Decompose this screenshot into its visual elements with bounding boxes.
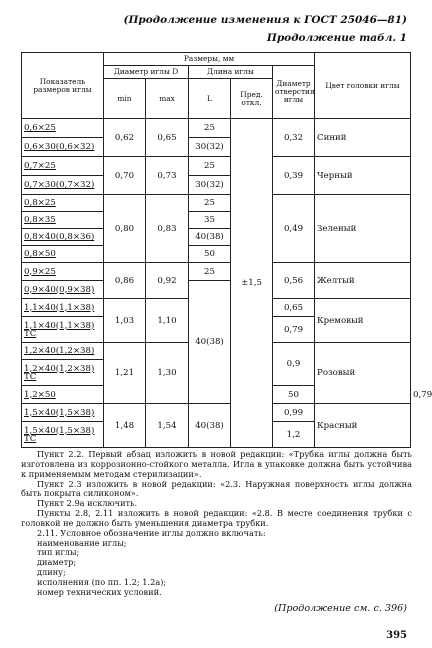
paragraph-2-3: Пункт 2.3 изложить в новой редакции: «2.3. Наружная поверхность иглы должна быть покрыта силиконом». (21, 478, 412, 499)
amendment-text (21, 450, 412, 598)
param-cell: 1,1×40(1,1×38) (22, 299, 104, 317)
color-cell: Розовый (315, 343, 411, 404)
param-cell: 0,7×30(0,7×32) (22, 176, 104, 195)
param-text: 1,5×40(1,5×38) (24, 425, 95, 436)
param-cell: 0,8×40(0,8×36) (22, 229, 104, 246)
max-cell: 0,92 (146, 263, 189, 299)
list-item: исполнения (по пп. 1.2; 1.2а); (37, 576, 167, 587)
param-cell (22, 422, 104, 448)
param-cell: 1,5×40(1,5×38) (22, 404, 104, 422)
min-cell: 0,86 (104, 263, 146, 299)
hole-cell: 0,49 (273, 195, 315, 263)
header-length: Длина иглы (189, 66, 273, 79)
param-cell: 0,6×30(0,6×32) (22, 138, 104, 157)
min-cell: 1,03 (104, 299, 146, 343)
deviation-cell: ±1,5 (231, 119, 273, 448)
continuation-footer: (Продолжение см. с. 396) (274, 603, 407, 614)
paragraph-2-2: Пункт 2.2. Первый абзац изложить в новой редакции: «Трубка иглы должна быть изготовлена из коррозионно-стойкого металла. Игла в упаковке должна быть устойчива к применяемым методам стерилизации». (21, 449, 412, 479)
page-number: 395 (386, 630, 407, 641)
header-diameter: Диаметр иглы D (104, 66, 189, 79)
max-cell: 0,83 (146, 195, 189, 263)
list-item: тип иглы; (37, 547, 80, 558)
param-cell: 1,2×50 (22, 386, 104, 404)
param-text: 1,1×40(1,1×38) (24, 320, 95, 331)
color-cell: Синий (315, 119, 411, 157)
length-cell: 25 (189, 195, 231, 212)
color-cell: Черный (315, 157, 411, 195)
color-cell: Желтый (315, 263, 411, 299)
length-cell: 30(32) (189, 176, 231, 195)
min-cell: 0,62 (104, 119, 146, 157)
paragraph-2-9a: Пункт 2.9а исключить. (37, 498, 138, 509)
hole-cell: 0,9 (273, 343, 315, 386)
param-tc-mark: ТС (24, 433, 37, 444)
hole-cell: 0,39 (273, 157, 315, 195)
length-cell: 25 (189, 263, 231, 281)
header-max: max (146, 79, 189, 119)
param-cell: 0,8×50 (22, 246, 104, 263)
length-cell: 40(38) (189, 229, 231, 246)
color-cell: Зеленый (315, 195, 411, 263)
list-item: номер технических условий. (37, 586, 162, 597)
color-cell: Красный (315, 404, 411, 448)
param-cell: 1,2×40(1,2×38) (22, 343, 104, 360)
param-cell (22, 317, 104, 343)
length-cell: 40(38) (189, 281, 231, 404)
hole-cell: 0,32 (273, 119, 315, 157)
table-continuation-title: Продолжение табл. 1 (266, 32, 407, 44)
param-cell: 0,8×25 (22, 195, 104, 212)
min-cell: 0,70 (104, 157, 146, 195)
list-item: длину; (37, 567, 66, 578)
hole-cell: 0,56 (273, 263, 315, 299)
paragraph-2-8: Пункты 2.8, 2.11 изложить в новой редакции: «2.8. В месте соединения трубки с головкой не должно быть уменьшения диаметра трубки. (21, 508, 412, 528)
header-sizes: Размеры, мм (104, 53, 315, 66)
param-text: 1,2×40(1,2×38) (24, 363, 95, 374)
needle-sizes-table: Показатель размеров иглы Размеры, мм Цвет головки иглы Диаметр иглы D Длина иглы Диаметр отверстия иглы min max L Пред. откл. 0,6×25 0,62 0,65 25 ±1,5 0,32 Синий 0,6×30(0,6×32) 30(32) 0,7×25 0,70 0,73 25 0,39 Черный 0,7×30(0,7×32) 30(32) 0,8×25 0,80 0,83 25 0,49 Зеленый 0,8×35 35 0,8×40(0,8×36) 40(38) 0,8×50 50 0,9×25 0,86 0,92 25 0,56 Желтый 0,9×40(0,9×38) 40(38) 1,1×40(1,1×38) 1,03 1,10 0,65 Кремовый 1,1×40(1,1×38) ТС 0,79 1,2×40(1,2×38) 1,21 1,30 0,9 Розовый 1,2×40(1,2×38) ТС 1,2×50 50 0,79 1,5×40(1,5×38) 1,48 1,54 40(38) 0,99 Красный 1,5×40(1,5×38) ТС 1,2 (21, 52, 411, 448)
list-item: наименование иглы; (37, 537, 127, 548)
header-L: L (189, 79, 231, 119)
hole-cell: 0,79 (273, 317, 315, 343)
min-cell: 1,48 (104, 404, 146, 448)
hole-cell: 0,65 (273, 299, 315, 317)
length-cell: 30(32) (189, 138, 231, 157)
param-tc-mark: ТС (24, 371, 37, 382)
param-cell: 0,8×35 (22, 212, 104, 229)
length-cell: 25 (189, 119, 231, 138)
header-hole-diameter: Диаметр отверстия иглы (273, 66, 315, 119)
length-cell: 50 (273, 386, 315, 404)
hole-cell: 0,99 (273, 404, 315, 422)
max-cell: 1,30 (146, 343, 189, 404)
param-cell (22, 360, 104, 386)
list-item: диаметр; (37, 557, 77, 568)
hole-cell: 1,2 (273, 422, 315, 448)
length-cell: 35 (189, 212, 231, 229)
length-cell: 40(38) (189, 404, 231, 448)
continuation-header: (Продолжение изменения к ГОСТ 25046—81) (123, 14, 407, 26)
param-cell: 0,9×25 (22, 263, 104, 281)
max-cell: 1,10 (146, 299, 189, 343)
max-cell: 0,65 (146, 119, 189, 157)
max-cell: 0,73 (146, 157, 189, 195)
min-cell: 0,80 (104, 195, 146, 263)
header-color: Цвет головки иглы (315, 53, 411, 119)
param-cell: 0,9×40(0,9×38) (22, 281, 104, 299)
param-tc-mark: ТС (24, 328, 37, 339)
paragraph-2-11: 2.11. Условное обозначение иглы должно включать: (37, 527, 266, 538)
header-parameter: Показатель размеров иглы (22, 53, 104, 119)
max-cell: 1,54 (146, 404, 189, 448)
header-min: min (104, 79, 146, 119)
length-cell: 50 (189, 246, 231, 263)
color-cell: Кремовый (315, 299, 411, 343)
length-cell: 25 (189, 157, 231, 176)
param-cell: 0,7×25 (22, 157, 104, 176)
param-cell: 0,6×25 (22, 119, 104, 138)
min-cell: 1,21 (104, 343, 146, 404)
header-deviation: Пред. откл. (231, 79, 273, 119)
